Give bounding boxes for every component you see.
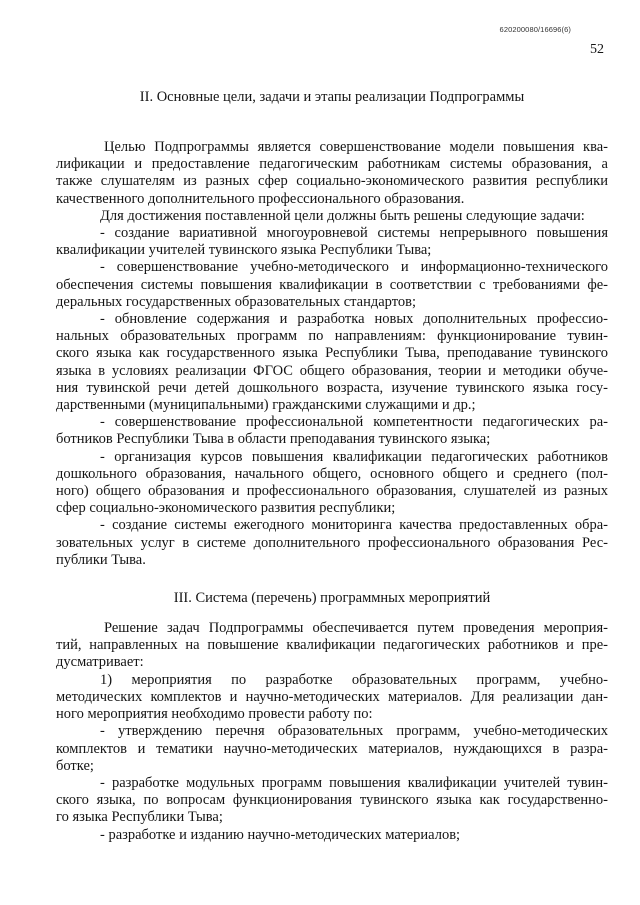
text-line: 1) мероприятия по разработке образовательных программ, учебно- <box>100 671 608 688</box>
text-line: дусматривает: <box>56 654 144 671</box>
text-line: ботке; <box>56 757 94 774</box>
document-stamp: 620200080/16696(6) <box>499 25 571 34</box>
section-2-body <box>56 139 608 569</box>
text-line: также слушателям из разных сфер социально-экономического развития республики <box>56 173 608 190</box>
text-line: - разработке и изданию научно-методических материалов; <box>100 826 461 843</box>
text-line: деральных государственных образовательных стандартов; <box>56 293 417 310</box>
text-line: квалификации учителей тувинского языка Республики Тыва; <box>56 242 432 259</box>
text-line: зовательных услуг в системе дополнительного профессионального образования Рес- <box>56 534 608 551</box>
page-number: 52 <box>590 42 604 57</box>
section-2-title: II. Основные цели, задачи и этапы реализации Подпрограммы <box>139 89 525 105</box>
text-line: комплектов и тематики научно-методических материалов, нуждающихся в разра- <box>56 740 608 757</box>
text-line: ботников Республики Тыва в области преподавания тувинского языка; <box>56 431 491 448</box>
text-line: дошкольного образования, начального общего, основного общего и среднего (пол- <box>56 465 608 482</box>
page-body <box>56 88 608 844</box>
text-line: ского языка как государственного языка Республики Тыва, преподавание тувинского <box>56 345 608 362</box>
text-line: публики Тыва. <box>56 551 146 568</box>
text-line: - утверждению перечня образовательных программ, учебно-методических <box>100 723 608 740</box>
text-line: - совершенствование профессиональной компетентности педагогических ра- <box>100 414 608 431</box>
text-line: го языка Республики Тыва; <box>56 809 223 826</box>
text-line: тий, направленных на повышение квалификации педагогических работников и пре- <box>56 637 608 654</box>
text-line: методических комплектов и научно-методических материалов. Для реализации дан- <box>56 688 608 705</box>
text-line: лификации и предоставление педагогическим работникам системы образования, а <box>56 156 608 173</box>
section-3-title: III. Система (перечень) программных мероприятий <box>173 590 491 607</box>
text-line: качественного дополнительного профессионального образования. <box>56 190 465 207</box>
text-line: ного) общего образования и профессионального образования, слушателей из разных <box>56 483 608 500</box>
spacer <box>56 126 608 139</box>
text-line: - обновление содержания и разработка новых дополнительных профессио- <box>100 311 608 328</box>
section-3-body <box>56 620 608 844</box>
text-line: ного мероприятия необходимо провести работу по: <box>56 706 373 723</box>
text-line: - создание системы ежегодного мониторинга качества предоставленных обра- <box>100 517 608 534</box>
text-line: Целью Подпрограммы является совершенствование модели повышения ква- <box>104 139 608 155</box>
text-line: дарственными (муниципальными) гражданскими служащими и др.; <box>56 397 476 414</box>
text-line: сфер социально-экономического развития республики; <box>56 500 396 517</box>
text-line: нальных образовательных программ по направлениям: функционирование тувин- <box>56 328 608 345</box>
text-line: Для достижения поставленной цели должны быть решены следующие задачи: <box>100 207 585 224</box>
text-line: Решение задач Подпрограммы обеспечивается путем проведения мероприя- <box>104 620 608 637</box>
text-line: ского языка, по вопросам функционирования тувинского языка как государственно- <box>56 792 608 809</box>
text-line: - создание вариативной многоуровневой системы непрерывного повышения <box>100 225 608 242</box>
text-line: - разработке модульных программ повышения квалификации учителей тувин- <box>100 774 608 791</box>
text-line: ния тувинской речи детей дошкольного возраста, изучение тувинского языка госу- <box>56 379 608 396</box>
text-line: - организация курсов повышения квалификации педагогических работников <box>100 448 608 465</box>
text-line: обеспечения системы повышения квалификации в соответствии с требованиями фе- <box>56 276 608 293</box>
spacer <box>56 106 608 126</box>
text-line: языка в условиях реализации ФГОС общего образования, теории и методики обуче- <box>56 362 608 379</box>
text-line: - совершенствование учебно-методического и информационно-технического <box>100 259 608 276</box>
